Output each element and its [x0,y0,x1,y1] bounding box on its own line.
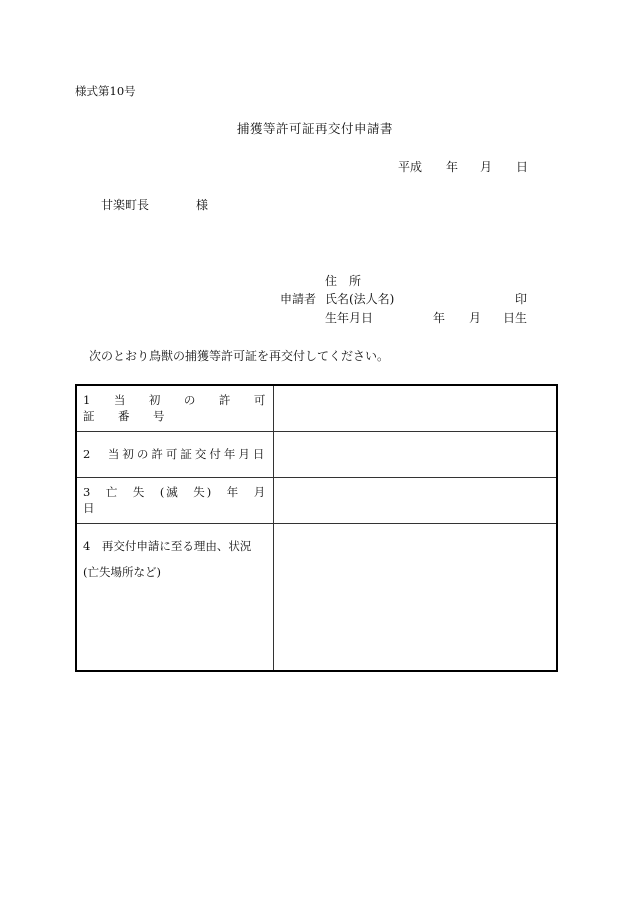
row-value-original-permit-number[interactable] [274,385,558,431]
table-row [76,431,557,477]
row-label-loss-date [76,477,281,523]
form-number: 様式第10号 [75,84,136,98]
addressee-honorific: 様 [196,198,209,212]
date-era: 平成 [398,160,423,174]
row-label-text: 3 亡 失 (滅 失) 年 月 日 [83,485,281,515]
row-label-text: 2 当初の許可証交付年月日 [83,447,268,461]
date-year-label: 年 [446,160,459,174]
applicant-birth-year: 年 [433,311,446,325]
date-day-label: 日 [516,160,529,174]
row-value-loss-date[interactable] [274,477,558,523]
table-row [76,385,557,431]
applicant-birth-day: 日生 [503,311,528,325]
row-label-original-issue-date [76,431,274,477]
application-table [75,384,558,672]
table-row [76,477,557,523]
applicant-birth-month: 月 [469,311,482,325]
row-label-text: 4 再交付申請に至る理由、状況 [83,538,252,553]
applicant-birthdate-label: 生年月日 [325,311,374,325]
request-text: 次のとおり鳥獣の捕獲等許可証を再交付してください。 [89,349,390,363]
table-row [76,523,557,671]
date-month-label: 月 [480,160,493,174]
applicant-role-label: 申請者 [280,292,317,306]
row-label-text: 1 当 初 の 許 可 証 番 号 [83,393,289,424]
applicant-address-label: 住 所 [325,274,362,288]
document-title: 捕獲等許可証再交付申請書 [236,121,393,136]
row-value-original-issue-date[interactable] [274,431,558,477]
row-value-reissue-reason[interactable] [274,523,558,671]
addressee-name: 甘楽町長 [101,198,150,212]
applicant-seal-label: 印 [515,292,528,306]
row-label-reissue-reason [76,523,274,671]
row-label-original-permit-number [76,385,289,431]
row-label-subtext: (亡失場所など) [83,564,161,579]
applicant-name-label: 氏名(法人名) [325,292,395,306]
